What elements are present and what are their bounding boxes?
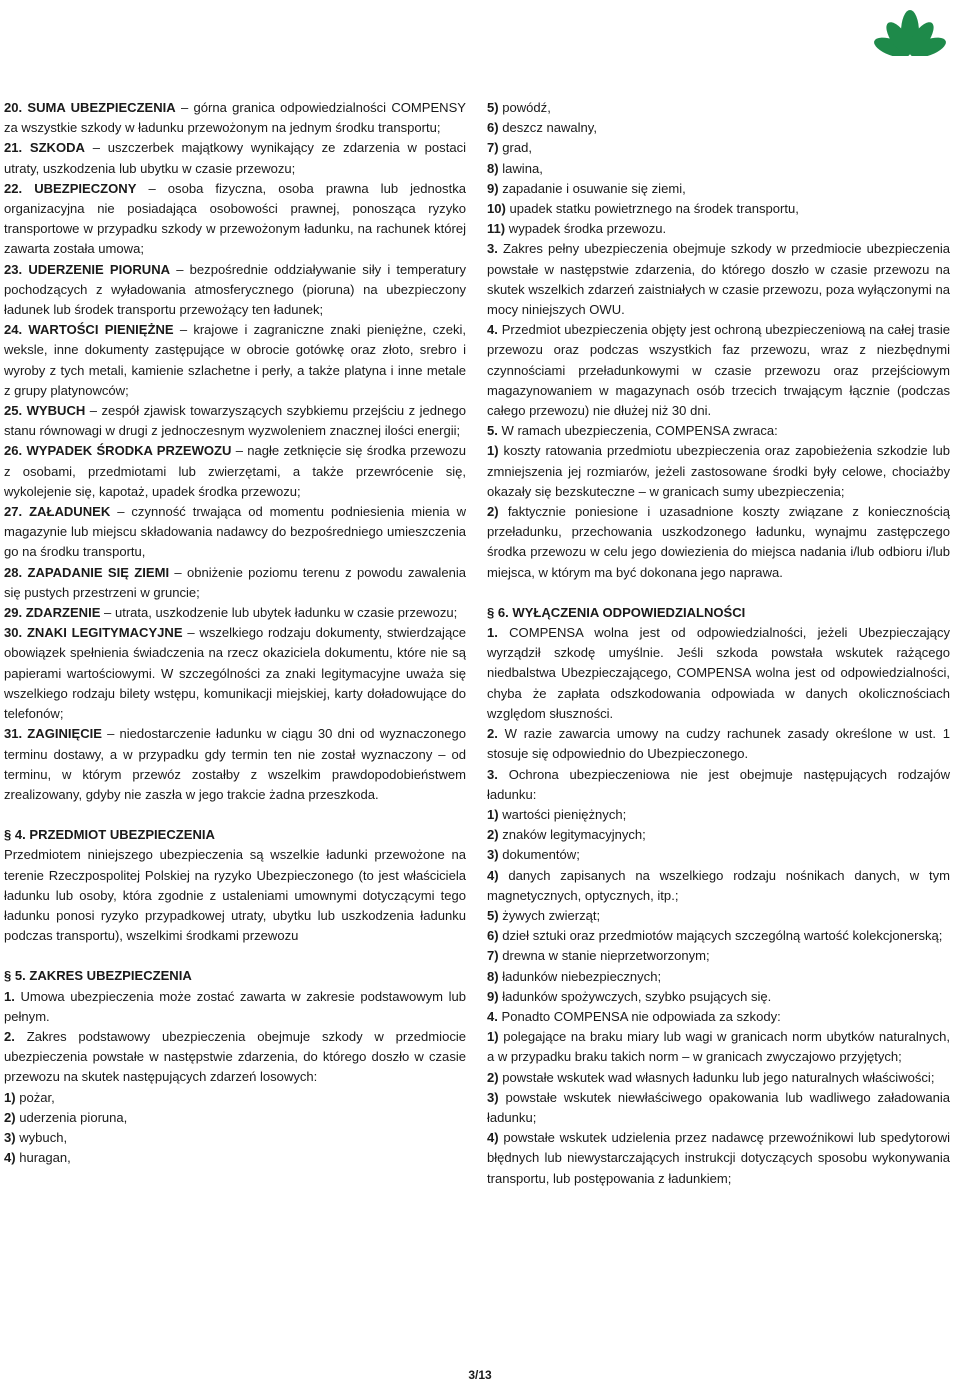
defined-term: SUMA UBEZPIECZENIA [27,100,176,115]
section-gap [4,805,466,825]
paragraph-text: wypadek środka przewozu. [508,221,667,237]
section-heading: § 6. WYŁĄCZENIA ODPOWIEDZIALNOŚCI [487,604,746,620]
paragraph [487,845,950,865]
item-number: 25. [4,403,23,419]
item-number: 10) [487,201,506,217]
page-number: 3/13 [468,1368,492,1382]
item-number: 28. [4,564,23,580]
paragraph-text: ładunków spożywczych, szybko psujących się. [502,988,772,1004]
definition-paragraph [4,502,466,563]
paragraph-text: dzieł sztuki oraz przedmiotów mających szczególną wartość kolekcjonerską; [502,928,943,944]
paragraph [487,138,950,158]
paragraph-text: – nagłe zetknięcie się środka przewozu z osobami, przedmiotami lub zwierzętami, a także przewrócenie się, wykolejenie się, kapotaż, upadek środka przewozu; [4,443,467,499]
item-number: 1) [487,806,499,822]
paragraph [487,724,950,764]
definition-paragraph [4,563,466,603]
paragraph [487,906,950,926]
paragraph-text: – utrata, uszkodzenie lub ubytek ładunku w czasie przewozu; [100,605,458,621]
item-number: 2. [487,726,498,742]
item-number: 2. [4,1028,15,1044]
right-column [487,98,950,1189]
item-number: 3. [487,241,498,257]
defined-term: UBEZPIECZONY [34,180,137,196]
paragraph-text: grad, [502,140,532,156]
item-number: 6) [487,928,499,944]
item-number: 3) [4,1129,16,1145]
item-number: 4) [487,867,499,883]
paragraph-text: – zespół zjawisk towarzyszących szybkiemu przejściu z jednego stanu równowagi w drugi z jednoczesnym wyzwoleniem znacznej ilości energii; [4,403,467,439]
item-number: 6) [487,120,499,136]
defined-term: ZAPADANIE SIĘ ZIEMI [27,564,170,580]
paragraph [4,1148,466,1168]
paragraph-text: uderzenia pioruna, [19,1109,128,1125]
paragraph-text: W ramach ubezpieczenia, COMPENSA zwraca: [501,423,778,439]
section-heading: § 4. PRZEDMIOT UBEZPIECZENIA [4,827,215,843]
paragraph-text: drewna w stanie nieprzetworzonym; [502,948,710,964]
paragraph-text: powstałe wskutek wad własnych ładunku lub jego naturalnych właściwości; [502,1069,935,1085]
paragraph [4,1027,466,1088]
item-number: 3. [487,766,498,782]
paragraph-text: koszty ratowania przedmiotu ubezpieczenia oraz zapobieżenia szkodzie lub zmniejszenia jej rozmiarów, jeżeli zastosowane środki były celowe, chociażby okazały się bezskuteczne – w granicach sumy ubezpieczenia; [487,443,950,499]
paragraph [487,1027,950,1067]
paragraph-text: żywych zwierząt; [502,907,601,923]
item-number: 3) [487,1089,499,1105]
paragraph [487,623,950,724]
item-number: 8) [487,160,499,176]
paragraph-text: upadek statku powietrznego na środek transportu, [509,201,799,217]
defined-term: ZNAKI LEGITYMACYJNE [26,625,183,641]
item-number: 4. [487,322,498,338]
paragraph-text: Umowa ubezpieczenia może zostać zawarta w zakresie podstawowym lub pełnym. [4,988,467,1024]
paragraph-text: – obniżenie poziomu terenu z powodu zawalenia się pustych przestrzeni w gruncie; [4,564,467,600]
paragraph-text: powstałe wskutek niewłaściwego opakowania lub wadliwego załadowania ładunku; [487,1089,951,1125]
definition-paragraph [4,260,466,321]
definition-paragraph [4,98,466,138]
item-number: 23. [4,261,23,277]
item-number: 9) [487,180,499,196]
paragraph [4,1088,466,1108]
item-number: 7) [487,140,499,156]
item-number: 2) [4,1109,16,1125]
paragraph [487,866,950,906]
paragraph [487,926,950,946]
paragraph [487,421,950,441]
item-number: 7) [487,948,499,964]
item-number: 21. [4,140,23,156]
paragraph-text: faktycznie poniesione i uzasadnione koszty związane z koniecznością przeładunku, przechowania uszkodzonego ładunku, wynajmu zastępczego środka przewozu w celu jego dowiezienia do miejsca nadania i/lub odbioru i/lub miejsca, w którym ma być dokonana jego naprawa. [487,504,951,580]
paragraph-text: – wszelkiego rodzaju dokumenty, stwierdzające obowiązek spełnienia świadczenia na rzecz okaziciela dokumentu, które nie są papierami wartościowymi. W szczególności za znaki legitymacyjne uważa się wszelkiego rodzaju bilety wstępu, komunikacji miejskiej, karty doładowujące do telefonów; [4,625,466,722]
defined-term: WARTOŚCI PIENIĘŻNE [28,322,174,338]
item-number: 4) [4,1150,16,1166]
item-number: 2) [487,827,499,843]
paragraph [487,1068,950,1088]
item-number: 31. [4,726,23,742]
section-heading: § 5. ZAKRES UBEZPIECZENIA [4,968,192,984]
item-number: 2) [487,504,499,520]
item-number: 8) [487,968,499,984]
paragraph-text: Przedmiotem niniejszego ubezpieczenia są wszelkie ładunki przewożone na terenie Rzeczpospolitej Polskiej na ryzyko Ubezpieczonego (to jest właściciela ładunku lub osoby, która zgodnie z ustaleniami umownymi dotyczącymi tego ładunku ponosi ryzyko przypadkowej utraty, ubytku lub uszkodzenia ładunku podczas transportu), wszelkimi środkami przewozu [4,847,466,944]
paragraph [487,1007,950,1027]
section-gap [4,946,466,966]
compensa-logo-icon [862,4,958,56]
paragraph-text: Ochrona ubezpieczeniowa nie jest obejmuje następujących rodzajów ładunku: [487,766,950,802]
item-number: 29. [4,605,23,621]
paragraph [487,179,950,199]
paragraph-text: Przedmiot ubezpieczenia objęty jest ochroną ubezpieczeniową na całej trasie przewozu oraz podczas wszystkich faz przewozu, wraz z niezbędnymi czynnościami przeładunkowymi w czasie przewozu oraz przejściowym magazynowaniem w magazynach osób trzecich trwającym łącznie (podczas całego przewozu) nie dłużej niż 30 dni. [487,322,951,419]
item-number: 5) [487,907,499,923]
defined-term: SZKODA [29,140,85,156]
paragraph-text: dokumentów; [502,847,580,863]
item-number: 1. [4,988,15,1004]
paragraph-text: ładunków niebezpiecznych; [502,968,662,984]
defined-term: ZAGINIĘCIE [27,726,102,742]
paragraph-text: Ponadto COMPENSA nie odpowiada za szkody: [501,1008,781,1024]
paragraph [487,320,950,421]
defined-term: ZAŁADUNEK [29,504,111,520]
paragraph [487,1128,950,1189]
paragraph-text: – krajowe i zagraniczne znaki pieniężne, czeki, weksle, inne dokumenty zastępujące w obrocie gotówkę oraz złoto, srebro i wyroby z tych metali, kamienie szlachetne i perły, a także platyna i inne metale z grupy platynowców; [4,322,467,398]
item-number: 27. [4,504,23,520]
paragraph [4,987,466,1027]
paragraph [487,118,950,138]
paragraph [4,845,466,946]
paragraph-text: deszcz nawalny, [502,120,597,136]
paragraph-text: powódź, [502,100,551,115]
defined-term: WYBUCH [26,403,86,419]
item-number: 1. [487,625,498,641]
item-number: 30. [4,625,23,641]
paragraph [487,219,950,239]
definition-paragraph [4,179,466,260]
item-number: 4. [487,1008,498,1024]
definition-paragraph [4,441,466,502]
left-column [4,98,466,1168]
item-number: 24. [4,322,23,338]
defined-term: UDERZENIE PIORUNA [28,261,171,277]
paragraph-text: – niedostarczenie ładunku w ciągu 30 dni od wyznaczonego terminu dostawy, a w przypadku gdy termin ten nie został wyznaczony – od terminu, w którym przewóz zostałby z wszelkim prawdopodobieństwem zrealizowany, gdyby nie zaszła w jego trakcie żadna przeszkoda. [4,726,467,802]
paragraph [487,502,950,583]
item-number: 9) [487,988,499,1004]
paragraph [487,441,950,502]
paragraph [487,946,950,966]
paragraph-text: huragan, [19,1150,71,1166]
paragraph [487,825,950,845]
paragraph-text: Zakres pełny ubezpieczenia obejmuje szkody w przedmiocie ubezpieczenia powstałe w następstwie zdarzenia, do którego doszło w czasie przewozu na skutek wszelkich zdarzeń zaistniałych w czasie przewozu, poza wyłączonymi na mocy niniejszych OWU. [487,241,951,318]
paragraph-text: znaków legitymacyjnych; [502,827,646,843]
paragraph-text: pożar, [19,1089,55,1105]
paragraph-text: wybuch, [19,1129,68,1145]
item-number: 5) [487,100,499,115]
paragraph [4,1108,466,1128]
paragraph-text: – osoba fizyczna, osoba prawna lub jednostka organizacyjna nie posiadająca osobowości prawnej, ponosząca ryzyko transportowe w przypadku szkody w przewożonym ładunku, na rachunek której zawarta została umowa; [4,180,466,257]
item-number: 1) [4,1089,16,1105]
item-number: 20. [4,100,23,115]
definition-paragraph [4,138,466,178]
paragraph [487,199,950,219]
item-number: 11) [487,221,506,237]
paragraph [487,967,950,987]
item-number: 4) [487,1130,499,1146]
paragraph-text: wartości pieniężnych; [502,806,627,822]
item-number: 22. [4,180,23,196]
item-number: 2) [487,1069,499,1085]
definition-paragraph [4,603,466,623]
item-number: 3) [487,847,499,863]
paragraph [487,805,950,825]
item-number: 1) [487,1029,499,1045]
paragraph [487,159,950,179]
paragraph-text: Zakres podstawowy ubezpieczenia obejmuje szkody w przedmiocie ubezpieczenia powstałe w następstwie zdarzenia, do którego doszło w czasie przewozu na skutek następujących zdarzeń losowych: [4,1028,467,1085]
paragraph-text: – bezpośrednie oddziaływanie siły i temperatury pochodzących z wyładowania atmosferycznego (pioruna) na ubezpieczony ładunek lub środek transportu przewożący ten ładunek; [4,261,467,318]
paragraph-text: danych zapisanych na wszelkiego rodzaju nośnikach danych, w tym magnetycznych, optycznych, itp.; [487,867,951,903]
definition-paragraph [4,401,466,441]
defined-term: WYPADEK ŚRODKA PRZEWOZU [26,443,232,459]
section-gap [487,583,950,603]
defined-term: ZDARZENIE [25,605,101,621]
definition-paragraph [4,320,466,401]
paragraph-text: – uszczerbek majątkowy wynikający ze zdarzenia w postaci utraty, uszkodzenia lub ubytku w czasie przewozu; [4,140,467,176]
paragraph-text: powstałe wskutek udzielenia przez nadawcę przewoźnikowi lub spedytorowi błędnych lub niewystarczających instrukcji dotyczących sposobu wykonywania transportu, lub postępowania z ładunkiem; [487,1130,951,1186]
paragraph [4,1128,466,1148]
paragraph-text: – czynność trwająca od momentu podniesienia mienia w magazynie lub miejscu składowania nadawcy do bezpośredniego umieszczenia go na środku transportu, [4,504,466,560]
paragraph [487,98,950,118]
paragraph-text: zapadanie i osuwanie się ziemi, [502,180,686,196]
paragraph-text: lawina, [502,160,543,176]
paragraph [487,239,950,320]
item-number: 26. [4,443,23,459]
item-number: 5. [487,423,498,439]
paragraph-text: polegające na braku miary lub wagi w granicach norm ubytków naturalnych, a w przypadku braku takich norm – w granicach zwyczajowo przyjętych; [487,1029,950,1065]
definition-paragraph [4,623,466,724]
paragraph [487,765,950,805]
paragraph-text: COMPENSA wolna jest od odpowiedzialności, jeżeli Ubezpieczający wyrządził szkodę umyślnie. Jeśli szkoda powstała wskutek rażącego niedbalstwa Ubezpieczającego, COMPENSA wolna jest od odpowiedzialności, chyba że zapłata odszkodowania odpowiada w danych okolicznościach względom słuszności. [487,625,950,721]
paragraph [487,1088,950,1128]
item-number: 1) [487,443,499,459]
paragraph-text: – górna granica odpowiedzialności COMPENSY za wszystkie szkody w ładunku przewożonym na jednym środku transportu; [4,100,467,136]
definition-paragraph [4,724,466,805]
paragraph-text: W razie zawarcia umowy na cudzy rachunek zasady określone w ust. 1 stosuje się odpowiednio do Ubezpieczonego. [487,726,951,762]
paragraph [487,987,950,1007]
